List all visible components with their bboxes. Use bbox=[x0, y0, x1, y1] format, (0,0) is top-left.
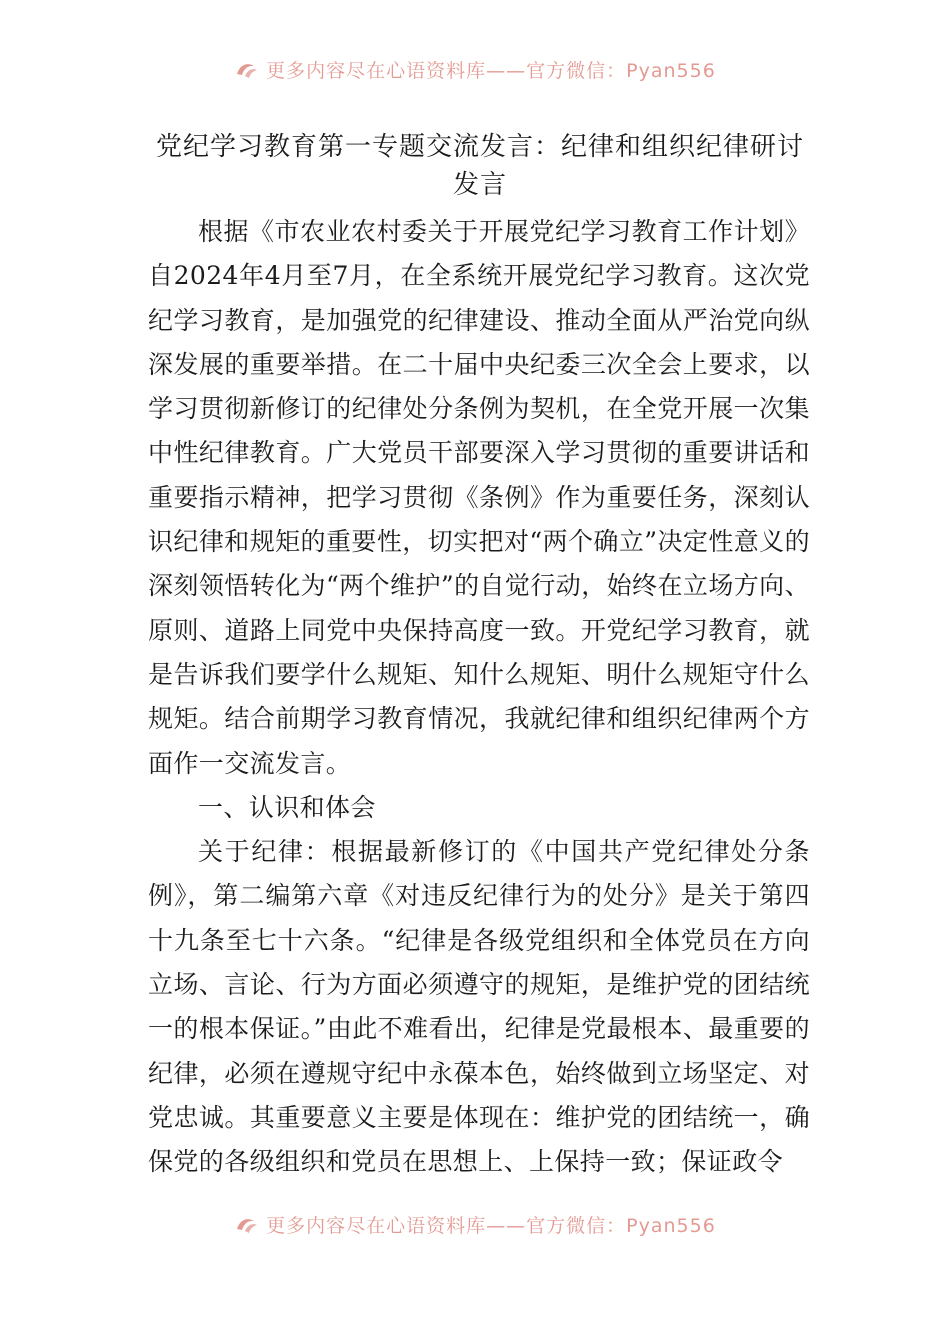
footer-watermark-text: 更多内容尽在心语资料库——官方微信：Pyan556 bbox=[266, 1215, 716, 1237]
footer-watermark bbox=[0, 1211, 950, 1240]
paragraph: 关于纪律：根据最新修订的《中国共产党纪律处分条例》，第二编第六章《对违反纪律行为的处分》是关于第四十九条至七十六条。“纪律是各级党组织和全体党员在方向立场、言论、行为方面必须遵守的规矩，是维护党的团结统一的根本保证。”由此不难看出，纪律是党最根本、最重要的纪律，必须在遵规守纪中永葆本色，始终做到立场坚定、对党忠诚。其重要意义主要是体现在：维护党的团结统一，确保党的各级组织和党员在思想上、上保持一致；保证政令 bbox=[148, 837, 810, 1177]
header-watermark bbox=[0, 56, 950, 85]
header-watermark-text: 更多内容尽在心语资料库——官方微信：Pyan556 bbox=[266, 60, 716, 82]
document-body bbox=[148, 210, 810, 1185]
watermark-logo-icon bbox=[234, 1213, 260, 1240]
watermark-logo-icon bbox=[234, 58, 260, 85]
document-title: 党纪学习教育第一专题交流发言：纪律和组织纪律研讨发言 bbox=[155, 132, 804, 200]
paragraph: 根据《市农业农村委关于开展党纪学习教育工作计划》自2024年4月至7月，在全系统开展党纪学习教育。这次党纪学习教育，是加强党的纪律建设、推动全面从严治党向纵深发展的重要举措。在二十届中央纪委三次全会上要求，以学习贯彻新修订的纪律处分条例为契机，在全党开展一次集中性纪律教育。广大党员干部要深入学习贯彻的重要讲话和重要指示精神，把学习贯彻《条例》作为重要任务，深刻认识纪律和规矩的重要性，切实把对“两个确立”决定性意义的深刻领悟转化为“两个维护”的自觉行动，始终在立场方向、原则、道路上同党中央保持高度一致。开党纪学习教育，就是告诉我们要学什么规矩、知什么规矩、明什么规矩守什么规矩。结合前期学习教育情况，我就纪律和组织纪律两个方面作一交流发言。 bbox=[148, 217, 810, 778]
section-heading: 一、认识和体会 bbox=[198, 792, 376, 822]
